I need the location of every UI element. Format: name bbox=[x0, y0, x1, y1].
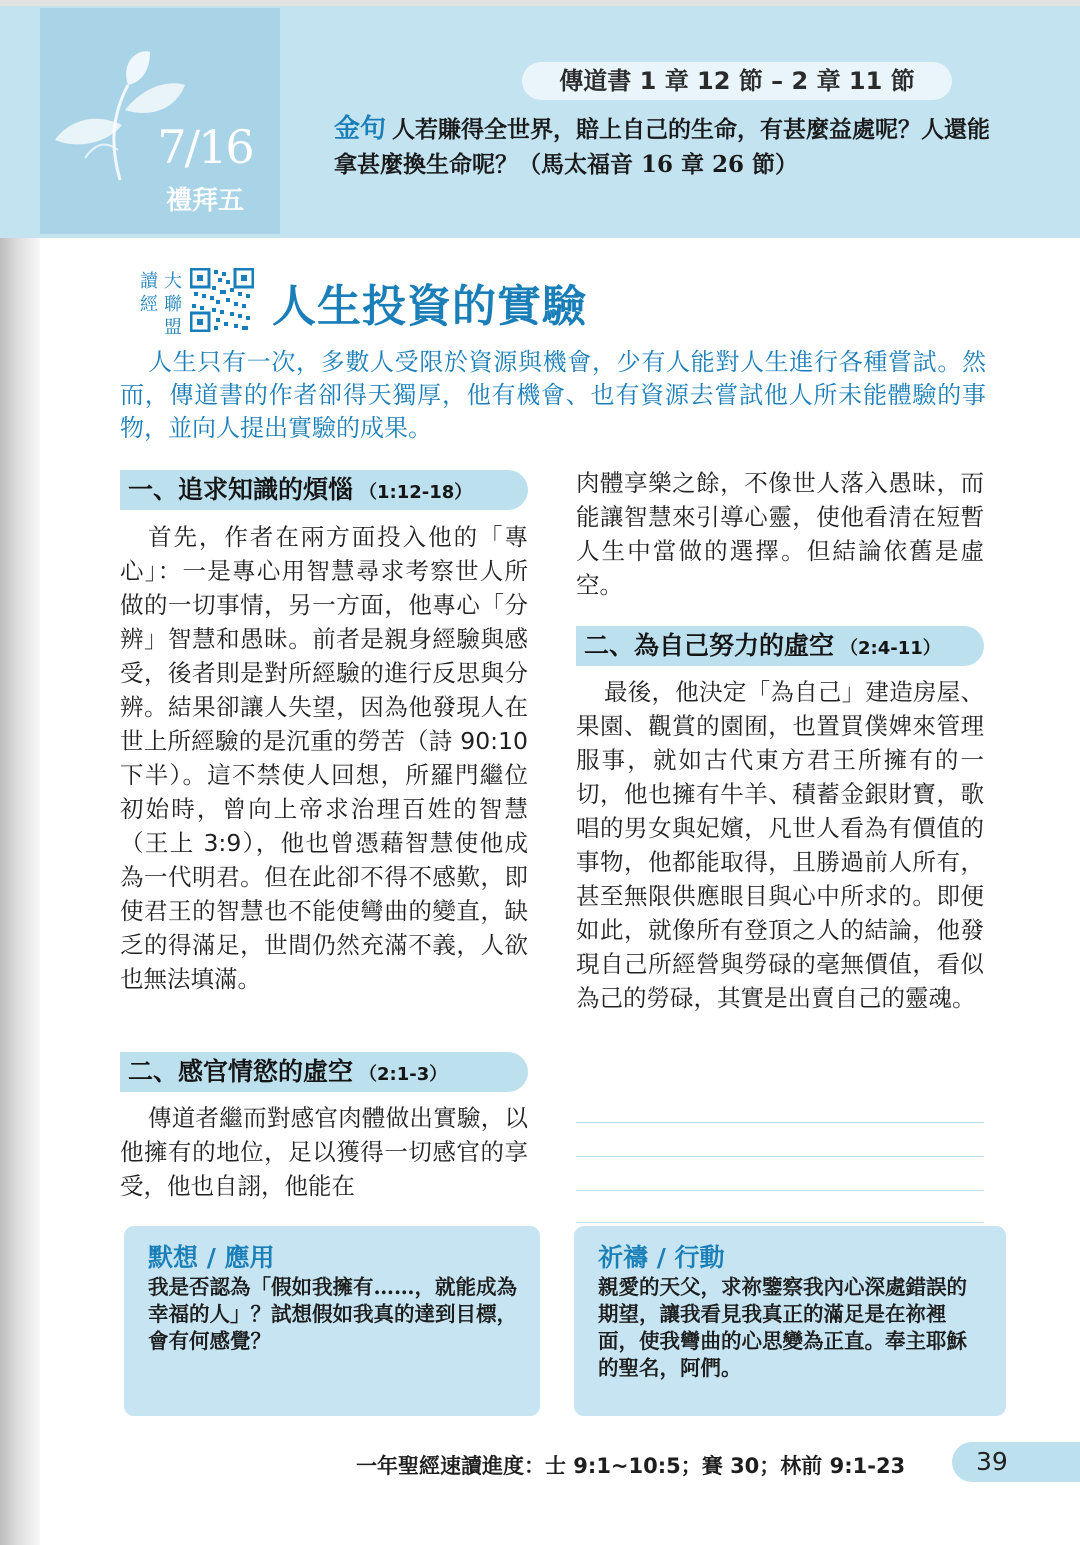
article-intro: 人生只有一次，多數人受限於資源與機會，少有人能對人生進行各種嘗試。然而，傳道書的作者卻得天獨厚，他有機會、也有資源去嘗試他人所未能體驗的事物，並向人提出實驗的成果。 bbox=[120, 348, 986, 442]
section-heading-ref: （1:12-18） bbox=[359, 482, 473, 503]
section-body-senses-right: 肉體享樂之餘，不像世人落入愚昧，而能讓智慧來引導心靈，使他看清在短暫人生中當做的選擇。但結論依舊是虛空。 bbox=[576, 469, 984, 599]
header-band bbox=[0, 0, 1080, 238]
prayer-box bbox=[574, 1226, 1006, 1416]
section-heading-self-effort bbox=[576, 626, 984, 666]
section-heading-ref: （2:4-11） bbox=[840, 638, 941, 659]
section-heading-knowledge bbox=[120, 470, 528, 510]
golden-verse-label: 金句 bbox=[334, 114, 387, 144]
section-heading-text: 一、追求知識的煩惱 bbox=[128, 475, 354, 504]
section-heading-text: 二、感官情慾的虛空 bbox=[128, 1057, 354, 1086]
section-body-knowledge: 首先，作者在兩方面投入他的「專心」：一是專心用智慧尋求考察世人所做的一切事情，另一方面，他專心「分辨」智慧和愚昧。前者是親身經驗與感受，後者則是對所經驗的進行反思與分辨。結果卻讓人失望，因為他發現人在世上所經驗的是沉重的勞苦（詩 90:10 下半）。這不禁使人回想，所羅門繼位初始時，曾向上帝求治理百姓的智慧（王上 3:9），他也曾憑藉智慧使他成為一代明君。但在此卻不得不感歎，即使君王的智慧也不能使彎曲的變直，缺乏的得滿足，世間仍然充滿不義，人欲也無法填滿。 bbox=[120, 523, 528, 993]
passage-reference: 傳道書 1 章 12 節 – 2 章 11 節 bbox=[522, 62, 952, 100]
section-heading-senses bbox=[120, 1052, 528, 1092]
golden-verse-text: 人若賺得全世界，賠上自己的生命，有甚麼益處呢？人還能拿甚麼換生命呢？（馬太福音 16 章 26 節） bbox=[334, 116, 991, 178]
golden-verse bbox=[334, 112, 994, 182]
article-title: 人生投資的實驗 bbox=[272, 281, 587, 332]
note-line bbox=[576, 1190, 984, 1191]
section-heading-text: 二、為自己努力的虛空 bbox=[584, 631, 835, 660]
section-body-senses-left: 傳道者繼而對感官肉體做出實驗，以他擁有的地位，足以獲得一切感官的享受，他也自詡，他能在 bbox=[120, 1104, 528, 1200]
qr-code-icon[interactable] bbox=[190, 268, 254, 332]
note-line bbox=[576, 1156, 984, 1157]
meditation-box bbox=[124, 1226, 540, 1416]
qr-label-reading: 讀經 bbox=[140, 271, 158, 315]
note-line bbox=[576, 1122, 984, 1123]
prayer-text: 親愛的天父，求祢鑒察我內心深處錯誤的期望，讓我看見我真正的滿足是在祢裡面，使我彎曲的心思變為正直。奉主耶穌的聖名，阿們。 bbox=[598, 1275, 967, 1380]
section-heading-ref: （2:1-3） bbox=[359, 1064, 448, 1085]
weekday: 禮拜五 bbox=[165, 186, 244, 216]
reading-progress: 一年聖經速讀進度：士 9:1~10:5；賽 30；林前 9:1-23 bbox=[356, 1454, 906, 1478]
meditation-title: 默想 / 應用 bbox=[148, 1243, 275, 1272]
note-line bbox=[576, 1222, 984, 1223]
section-body-self-effort: 最後，他決定「為自己」建造房屋、果園、觀賞的園囿，也置買僕婢來管理服事，就如古代東方君王所擁有的一切，他也擁有牛羊、積蓄金銀財寶，歌唱的男女與妃嬪，凡世人看為有價值的事物，他都能取得，且勝過前人所有，甚至無限供應眼目與心中所求的。即便如此，就像所有登頂之人的結論，他發現自己所經營與勞碌的毫無價值，看似為己的勞碌，其實是出賣自己的靈魂。 bbox=[576, 678, 984, 1012]
page-number: 39 bbox=[952, 1442, 1080, 1482]
meditation-text: 我是否認為「假如我擁有……，就能成為幸福的人」？試想假如我真的達到目標，會有何感覺？ bbox=[148, 1275, 517, 1353]
prayer-title: 祈禱 / 行動 bbox=[598, 1243, 725, 1272]
qr-label-league: 大聯盟 bbox=[164, 271, 182, 338]
date: 7/16 bbox=[157, 120, 253, 174]
header-top-edge bbox=[0, 0, 1080, 6]
